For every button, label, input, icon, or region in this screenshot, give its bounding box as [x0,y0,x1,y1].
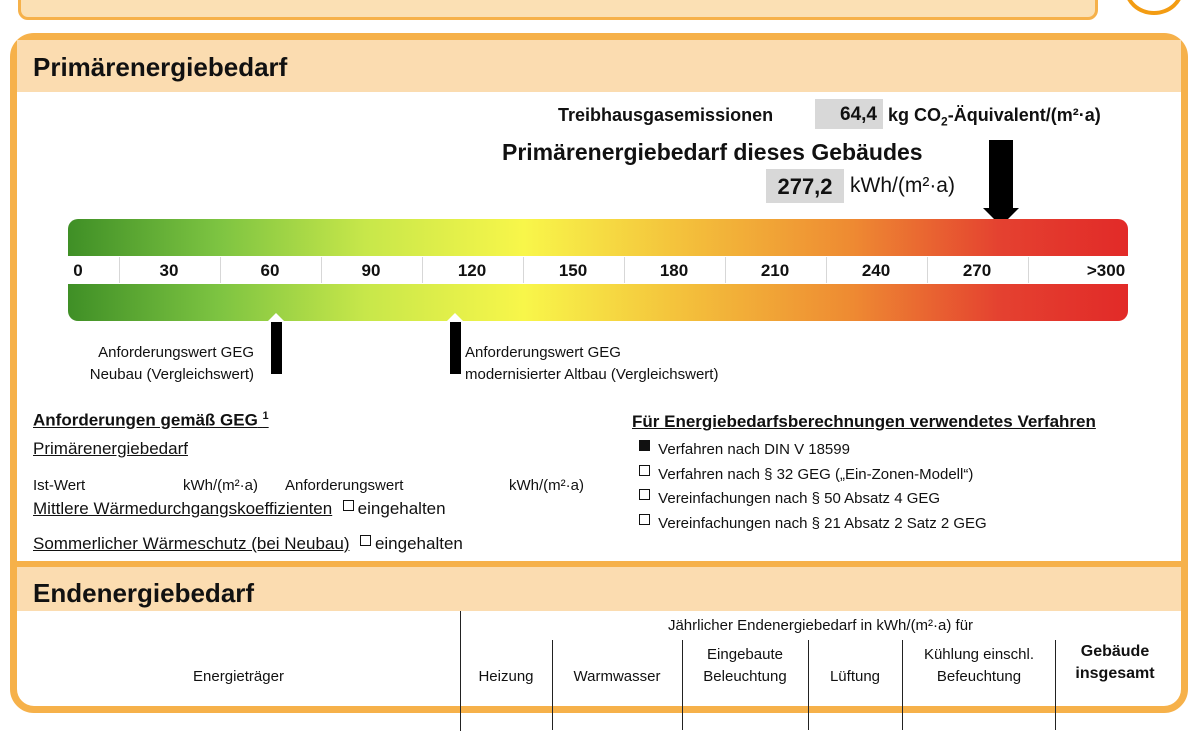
procedure-checkbox-par50[interactable] [639,489,650,500]
building-demand-value: 277,2 [766,169,844,203]
scale-tick-separator [725,257,726,283]
building-value-marker [989,140,1013,210]
ist-label: Ist-Wert [33,477,86,494]
scale-tick-label: 90 [361,261,381,280]
scale-tick-separator [927,257,928,283]
table-header-lighting: Eingebaute Beleuchtung [703,646,787,685]
scale-tick-label: 150 [558,261,588,280]
ref-label-old: Anforderungswert GEG modernisierter Altbau (Vergleichswert) [465,344,719,383]
table-group-header: Jährlicher Endenergiebedarf in kWh/(m²·a) für [667,617,974,634]
scale-tick-label: 210 [760,261,790,280]
table-header-hot-water: Warmwasser [573,668,661,685]
building-demand-unit: kWh/(m²·a) [850,174,955,197]
requirements-heading: Anforderungen gemäß GEG $^1$ [33,410,269,430]
summer-protection-row [33,534,463,554]
coefficient-label: Mittlere Wärmedurchgangskoeffizienten [33,499,333,518]
summer-protection-status: eingehalten [374,534,463,553]
summer-protection-checkbox[interactable] [360,535,371,546]
scale-tick-label: 180 [659,261,689,280]
scale-tick-separator [523,257,524,283]
final-energy-heading: Endenergiebedarf [17,561,1181,611]
table-divider-4 [902,640,903,730]
building-demand-title: Primärenergiebedarf dieses Gebäudes [502,139,923,165]
ghg-value: 64,4 [815,99,883,129]
table-divider-2 [682,640,683,730]
primary-energy-heading: Primärenergiebedarf [17,40,1181,92]
scale-tick-separator [220,257,221,283]
scale-tick-label: 60 [260,261,280,280]
procedure-item-single-zone: Verfahren nach § 32 GEG („Ein-Zonen-Modell“) [639,465,973,483]
scale-tick-label: 0 [73,261,83,280]
scale-tick-label: 30 [159,261,179,280]
procedure-checkbox-din[interactable] [639,440,650,451]
scale-tick-separator [624,257,625,283]
table-header-cooling: Kühlung einschl. Befeuchtung [923,646,1035,685]
previous-section-strip [18,0,1098,20]
ref-marker-old [450,322,461,374]
scale-tick-label: >300 [1086,261,1126,280]
scale-tick-separator [422,257,423,283]
scale-tick-label: 270 [962,261,992,280]
scale-tick-separator [119,257,120,283]
scale-tick-separator [321,257,322,283]
ghg-label: Treibhausgasemissionen [558,105,774,125]
scale-tick-separator [1028,257,1029,283]
scale-bar-lower [68,284,1128,321]
scale-ticks [68,256,1128,284]
energy-certificate-panel [10,33,1188,713]
summer-protection-label: Sommerlicher Wärmeschutz (bei Neubau) [33,534,350,553]
requirement-unit: kWh/(m²·a) [509,477,584,494]
ref-notch-old [446,313,464,322]
procedure-item-din: Verfahren nach DIN V 18599 [639,440,850,458]
table-divider-5 [1055,640,1056,730]
procedure-heading: Für Energiebedarfsberechnungen verwendetes Verfahren [632,412,1096,431]
ref-label-new: Anforderungswert GEG Neubau (Vergleichswert) [89,344,254,383]
ghg-unit: kg $CO_2-Äquivalent/(m^2\cdot a)$ [888,105,1101,129]
coefficient-status: eingehalten [357,499,446,518]
coefficient-checkbox[interactable] [343,500,354,511]
table-header-total: Gebäude insgesamt [1075,643,1155,682]
requirements-primary-subheading: Primärenergiebedarf [33,439,188,458]
coefficient-row [33,499,446,519]
scale-tick-label: 240 [861,261,891,280]
table-header-carrier: Energieträger [193,668,284,685]
energy-class-circle [1124,0,1184,15]
ref-marker-new [271,322,282,374]
scale-tick-label: 120 [457,261,487,280]
ref-notch-new [267,313,285,322]
requirement-label: Anforderungswert [285,477,404,494]
table-header-ventilation: Lüftung [829,668,881,685]
procedure-item-par21: Vereinfachungen nach § 21 Absatz 2 Satz 2 GEG [639,514,987,532]
procedure-checkbox-par21[interactable] [639,514,650,525]
procedure-checkbox-single-zone[interactable] [639,465,650,476]
ist-unit: kWh/(m²·a) [183,477,258,494]
scale-tick-separator [826,257,827,283]
scale-bar-upper [68,219,1128,256]
procedure-item-par50: Vereinfachungen nach § 50 Absatz 4 GEG [639,489,940,507]
table-header-heating: Heizung [478,668,534,685]
